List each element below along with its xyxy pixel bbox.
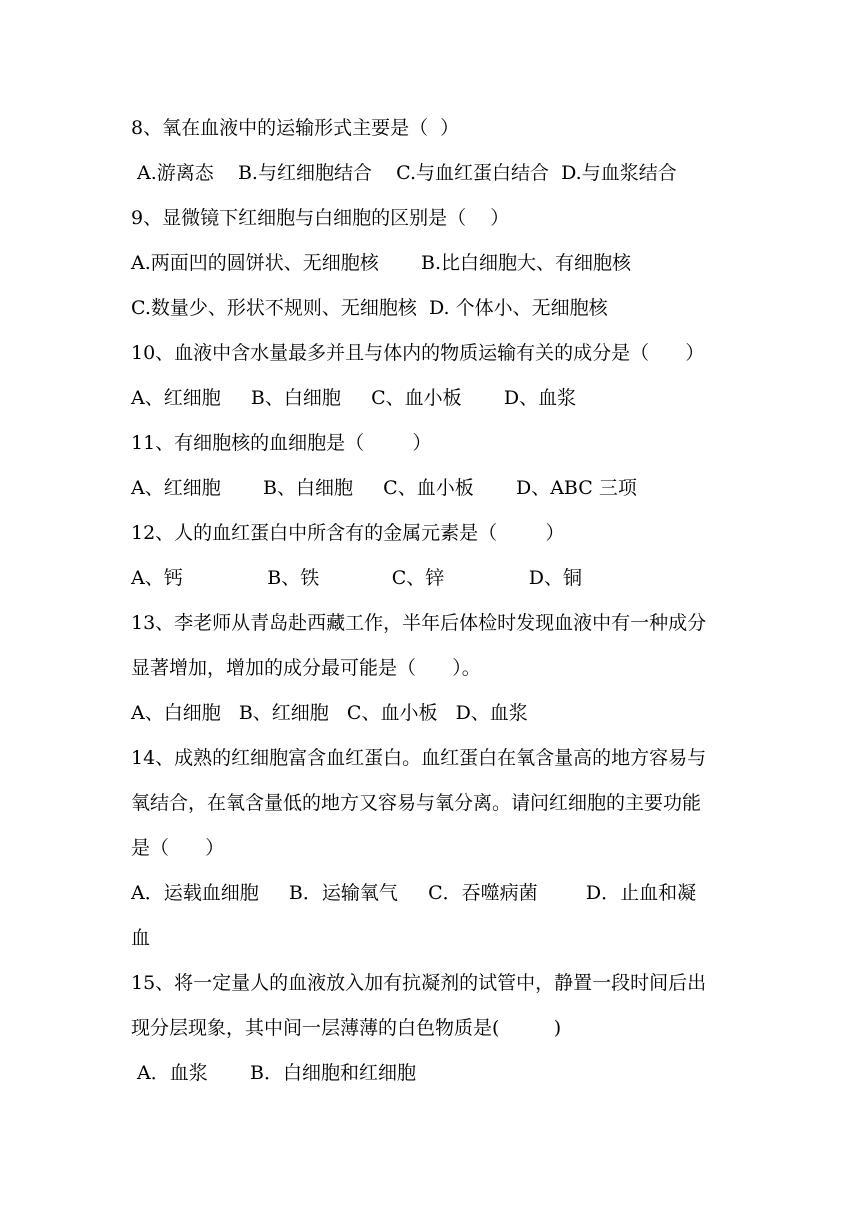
question-11-options: A、红细胞 B、白细胞 C、血小板 D、ABC 三项 [131,477,637,499]
question-15-line-2: 现分层现象，其中间一层薄薄的白色物质是( ) [131,1017,562,1039]
question-15-options: A．血浆 B．白细胞和红细胞 [131,1062,417,1084]
question-10: 10、血液中含水量最多并且与体内的物质运输有关的成分是（ ） [131,342,705,364]
question-8: 8、氧在血液中的运输形式主要是（ ） [131,117,460,139]
question-12: 12、人的血红蛋白中所含有的金属元素是（ ） [131,522,565,544]
question-14-line-1: 14、成熟的红细胞富含血红蛋白。血红蛋白在氧含量高的地方容易与 [131,747,707,769]
question-9-options-ab: A.两面凹的圆饼状、无细胞核 B.比白细胞大、有细胞核 [131,252,632,274]
question-14-options-wrap: 血 [131,927,151,949]
question-10-options: A、红细胞 B、白细胞 C、血小板 D、血浆 [131,387,577,409]
question-13-options: A、白细胞 B、红细胞 C、血小板 D、血浆 [131,702,528,724]
question-13-line-1: 13、李老师从青岛赴西藏工作，半年后体检时发现血液中有一种成分 [131,612,707,634]
question-13-line-2: 显著增加，增加的成分最可能是（ ）。 [131,657,481,679]
question-11: 11、有细胞核的血细胞是（ ） [131,432,432,454]
question-9: 9、显微镜下红细胞与白细胞的区别是（ ） [131,207,510,229]
question-14-line-3: 是（ ） [131,837,225,859]
question-14-options: A．运载血细胞 B．运输氧气 C．吞噬病菌 D．止血和凝 [131,882,697,904]
question-9-options-cd: C.数量少、形状不规则、无细胞核 D. 个体小、无细胞核 [131,297,608,319]
question-14-line-2: 氧结合，在氧含量低的地方又容易与氧分离。请问红细胞的主要功能 [131,792,702,814]
question-12-options: A、钙 B、铁 C、锌 D、铜 [131,567,583,589]
question-8-options: A.游离态 B.与红细胞结合 C.与血红蛋白结合 D.与血浆结合 [131,162,677,184]
question-15-line-1: 15、将一定量人的血液放入加有抗凝剂的试管中，静置一段时间后出 [131,972,707,994]
